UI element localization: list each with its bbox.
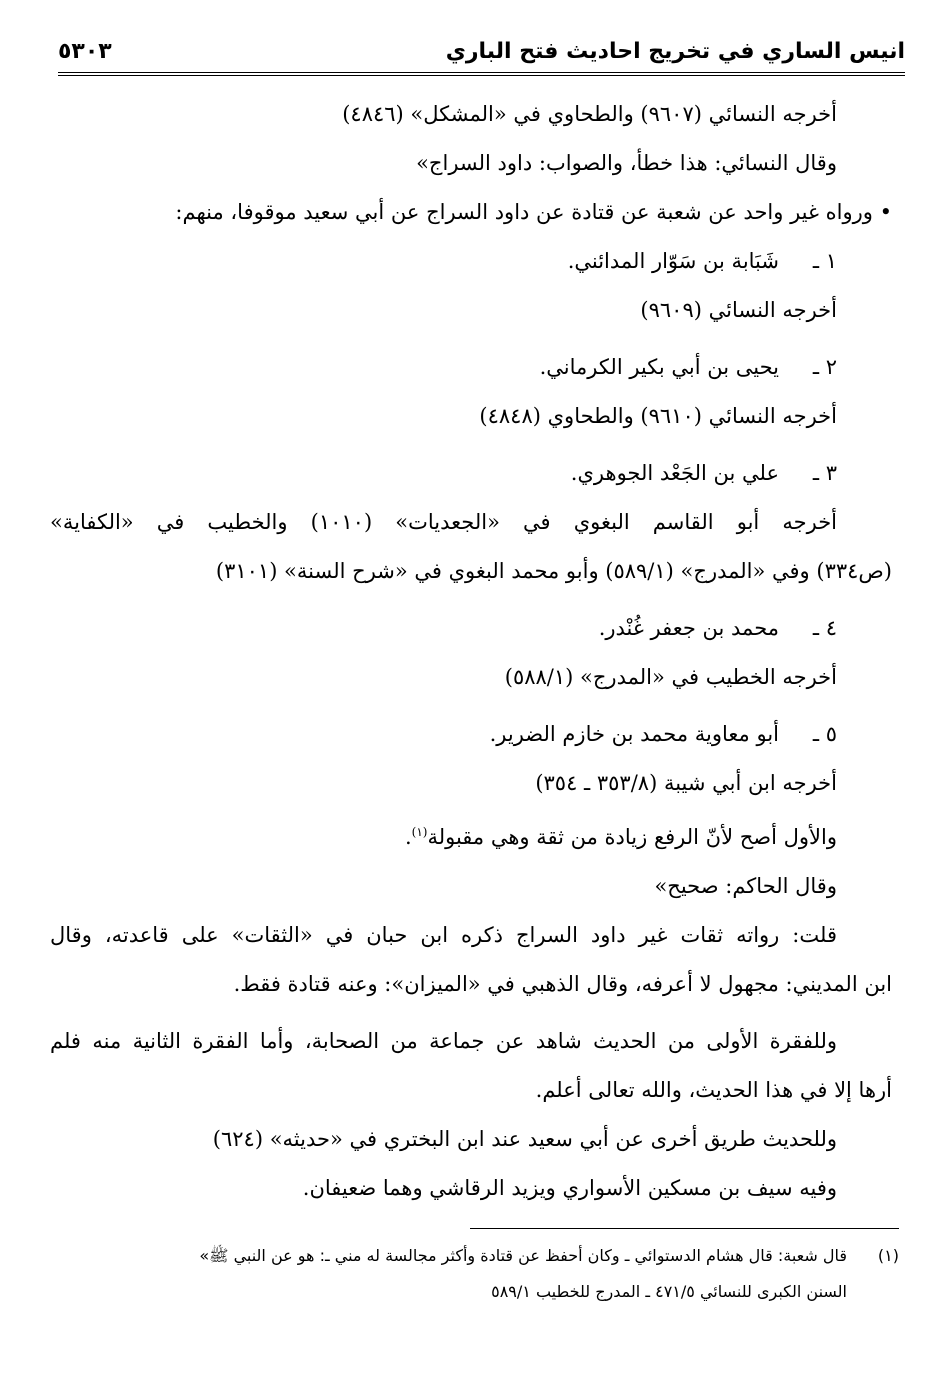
list-item bbox=[50, 449, 892, 498]
footnote-marker: (١) bbox=[877, 1246, 899, 1265]
main-text bbox=[50, 90, 892, 1213]
conclusion-text: والأول أصح لأنّ الرفع زيادة من ثقة وهي مقبولة bbox=[427, 825, 837, 849]
paragraph-line bbox=[50, 808, 892, 862]
paragraph-line: أخرجه الخطيب في «المدرج» (٥٨٨/١) bbox=[504, 665, 837, 689]
list-item bbox=[50, 237, 892, 286]
header-rule bbox=[58, 72, 905, 76]
list-item-number: ٣ ـ bbox=[812, 461, 837, 485]
footnote-source: السنن الكبرى للنسائي ٤٧١/٥ ـ المدرج للخطيب ٥٨٩/١ bbox=[491, 1282, 847, 1301]
narrator-name: شَبَابة بن سَوّار المدائني. bbox=[567, 249, 779, 273]
list-item-number: ٢ ـ bbox=[812, 355, 837, 379]
paragraph-line: (ص٣٣٤) وفي «المدرج» (٥٨٩/١) وأبو محمد البغوي في «شرح السنة» (٣١٠١) bbox=[215, 559, 892, 583]
footnote-reference[interactable]: (١) bbox=[411, 825, 428, 839]
narrator-name: أبو معاوية محمد بن خازم الضرير. bbox=[489, 722, 779, 746]
footnote-item bbox=[48, 1238, 899, 1274]
paragraph-line: وقال الحاكم: صحيح» bbox=[654, 874, 837, 898]
list-item-number: ١ ـ bbox=[812, 249, 837, 273]
list-item bbox=[50, 343, 892, 392]
paragraph-line: وقال النسائي: هذا خطأ، والصواب: داود السراج» bbox=[416, 151, 837, 175]
footnotes bbox=[48, 1238, 899, 1310]
paragraph-line: أخرجه ابن أبي شيبة (٣٥٣/٨ ـ ٣٥٤) bbox=[535, 771, 837, 795]
narrator-name: يحيى بن أبي بكير الكرماني. bbox=[539, 355, 779, 379]
paragraph-line: أرها إلا في هذا الحديث، والله تعالى أعلم. bbox=[535, 1078, 892, 1102]
paragraph-line: وللحديث طريق أخرى عن أبي سعيد عند ابن البختري في «حديثه» (٦٢٤) bbox=[212, 1127, 837, 1151]
footnote-text: قال شعبة: قال هشام الدستوائي ـ وكان أحفظ عن قتادة وأكثر مجالسة له مني ـ: هو عن النبي ﷺ» bbox=[199, 1246, 847, 1265]
narrator-name: علي بن الجَعْد الجوهري. bbox=[570, 461, 779, 485]
paragraph-line: وفيه سيف بن مسكين الأسواري ويزيد الرقاشي وهما ضعيفان. bbox=[302, 1176, 837, 1200]
paragraph-line: ابن المديني: مجهول لا أعرفه، وقال الذهبي في «الميزان»: وعنه قتادة فقط. bbox=[233, 972, 892, 996]
running-header bbox=[58, 30, 905, 64]
book-title: انيس الساري في تخريج احاديث فتح الباري bbox=[445, 39, 905, 64]
paragraph-line: أخرجه النسائي (٩٦١٠) والطحاوي (٤٨٤٨) bbox=[479, 404, 837, 428]
paragraph-line: أخرجه أبو القاسم البغوي في «الجعديات» (١٠١٠) والخطيب في «الكفاية» bbox=[50, 510, 838, 534]
list-item bbox=[50, 710, 892, 759]
paragraph-line: قلت: رواته ثقات غير داود السراج ذكره ابن حبان في «الثقات» على قاعدته، وقال bbox=[50, 923, 837, 947]
list-item-number: ٤ ـ bbox=[812, 616, 837, 640]
full-stop: . bbox=[404, 825, 412, 849]
page-number: ٥٣٠٣ bbox=[58, 39, 112, 64]
paragraph-line: أخرجه النسائي (٩٦٠٩) bbox=[640, 298, 837, 322]
list-item bbox=[50, 604, 892, 653]
narrator-name: محمد بن جعفر غُنْدر. bbox=[598, 616, 779, 640]
bullet-paragraph: • ورواه غير واحد عن شعبة عن قتادة عن داود السراج عن أبي سعيد موقوفا، منهم: bbox=[175, 200, 892, 224]
list-item-number: ٥ ـ bbox=[812, 722, 837, 746]
paragraph-line: وللفقرة الأولى من الحديث شاهد عن جماعة من الصحابة، وأما الفقرة الثانية منه فلم bbox=[50, 1029, 837, 1053]
footnote-separator bbox=[470, 1228, 899, 1229]
paragraph-line: أخرجه النسائي (٩٦٠٧) والطحاوي في «المشكل» (٤٨٤٦) bbox=[342, 102, 837, 126]
